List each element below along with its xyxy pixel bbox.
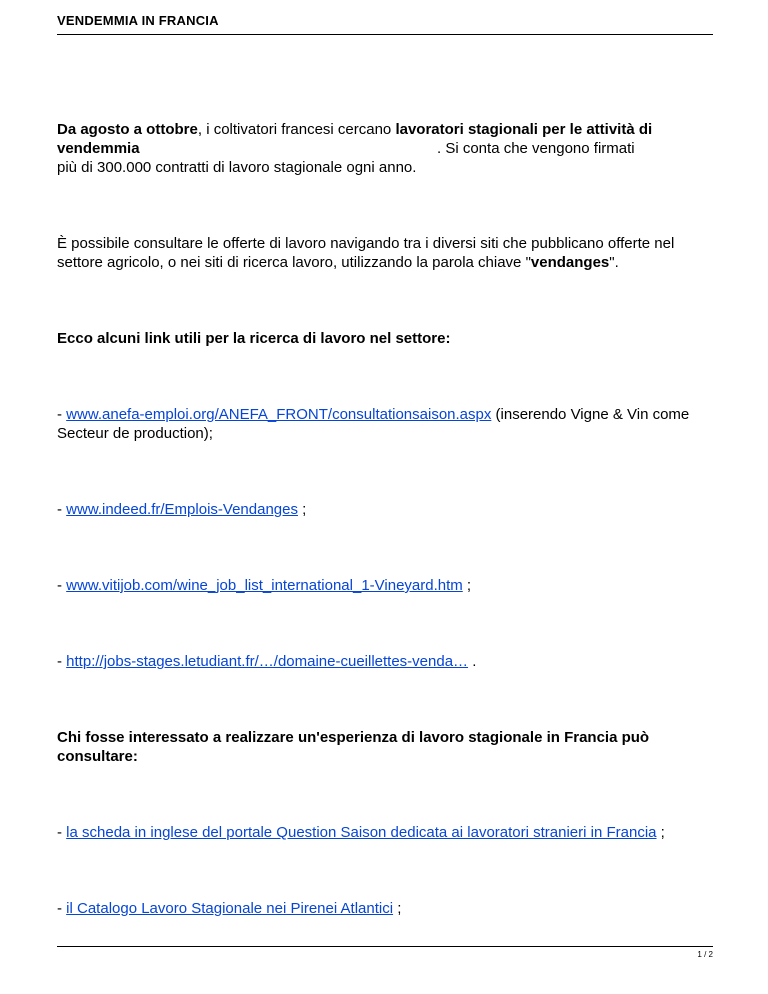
page-header	[57, 12, 713, 35]
resource-item-question-saison: - la scheda in inglese del portale Question Saison dedicata ai lavoratori stranieri in Francia ;	[57, 824, 665, 841]
link-item-anefa: - www.anefa-emploi.org/ANEFA_FRONT/consultationsaison.aspx (inserendo Vigne & Vin come Secteur de production);	[57, 406, 690, 442]
link-item-letudiant: - http://jobs-stages.letudiant.fr/…/domaine-cueillettes-venda… .	[57, 653, 477, 670]
intro-bold-period: Da agosto a ottobre	[57, 121, 198, 138]
link-vitijob[interactable]: www.vitijob.com/wine_job_list_international_1-Vineyard.htm	[66, 577, 463, 594]
keyword: vendanges	[530, 254, 610, 271]
link-letudiant[interactable]: http://jobs-stages.letudiant.fr/…/domaine-cueillettes-venda…	[66, 653, 469, 670]
link-item-vitijob: - www.vitijob.com/wine_job_list_international_1-Vineyard.htm ;	[57, 577, 472, 594]
header-divider	[57, 34, 713, 35]
intro-bold-workers: lavoratori stagionali per le attività di	[395, 121, 653, 138]
document-title: VENDEMMIA IN FRANCIA	[57, 13, 219, 28]
link-question-saison[interactable]: la scheda in inglese del portale Question Saison dedicata ai lavoratori stranieri in Francia	[66, 824, 657, 841]
document-body	[57, 120, 717, 918]
intro-paragraph: Da agosto a ottobre, i coltivatori francesi cercano lavoratori stagionali per le attività di vendemmia . Si conta che vengono firmati più di 300.000 contratti di lavoro stagionale ogni anno.	[57, 121, 653, 176]
link-indeed[interactable]: www.indeed.fr/Emplois-Vendanges	[66, 501, 298, 518]
page-number: 1 / 2	[697, 950, 713, 959]
intro-bold-vendemmia: vendemmia	[57, 140, 140, 157]
links-heading: Ecco alcuni link utili per la ricerca di lavoro nel settore:	[57, 330, 451, 347]
footer-divider	[57, 946, 713, 947]
link-catalogo-pirenei[interactable]: il Catalogo Lavoro Stagionale nei Pirenei Atlantici	[66, 900, 394, 917]
resource-item-catalogo: - il Catalogo Lavoro Stagionale nei Pirenei Atlantici ;	[57, 900, 402, 917]
link-item-indeed: - www.indeed.fr/Emplois-Vendanges ;	[57, 501, 307, 518]
experience-heading: Chi fosse interessato a realizzare un'esperienza di lavoro stagionale in Francia può consultare:	[57, 729, 650, 765]
link-anefa[interactable]: www.anefa-emploi.org/ANEFA_FRONT/consultationsaison.aspx	[66, 406, 492, 423]
consult-paragraph: È possibile consultare le offerte di lavoro navigando tra i diversi siti che pubblicano offerte nel settore agricolo, o nei siti di ricerca lavoro, utilizzando la parola chiave "vendanges".	[57, 235, 675, 271]
page-footer	[57, 946, 713, 959]
